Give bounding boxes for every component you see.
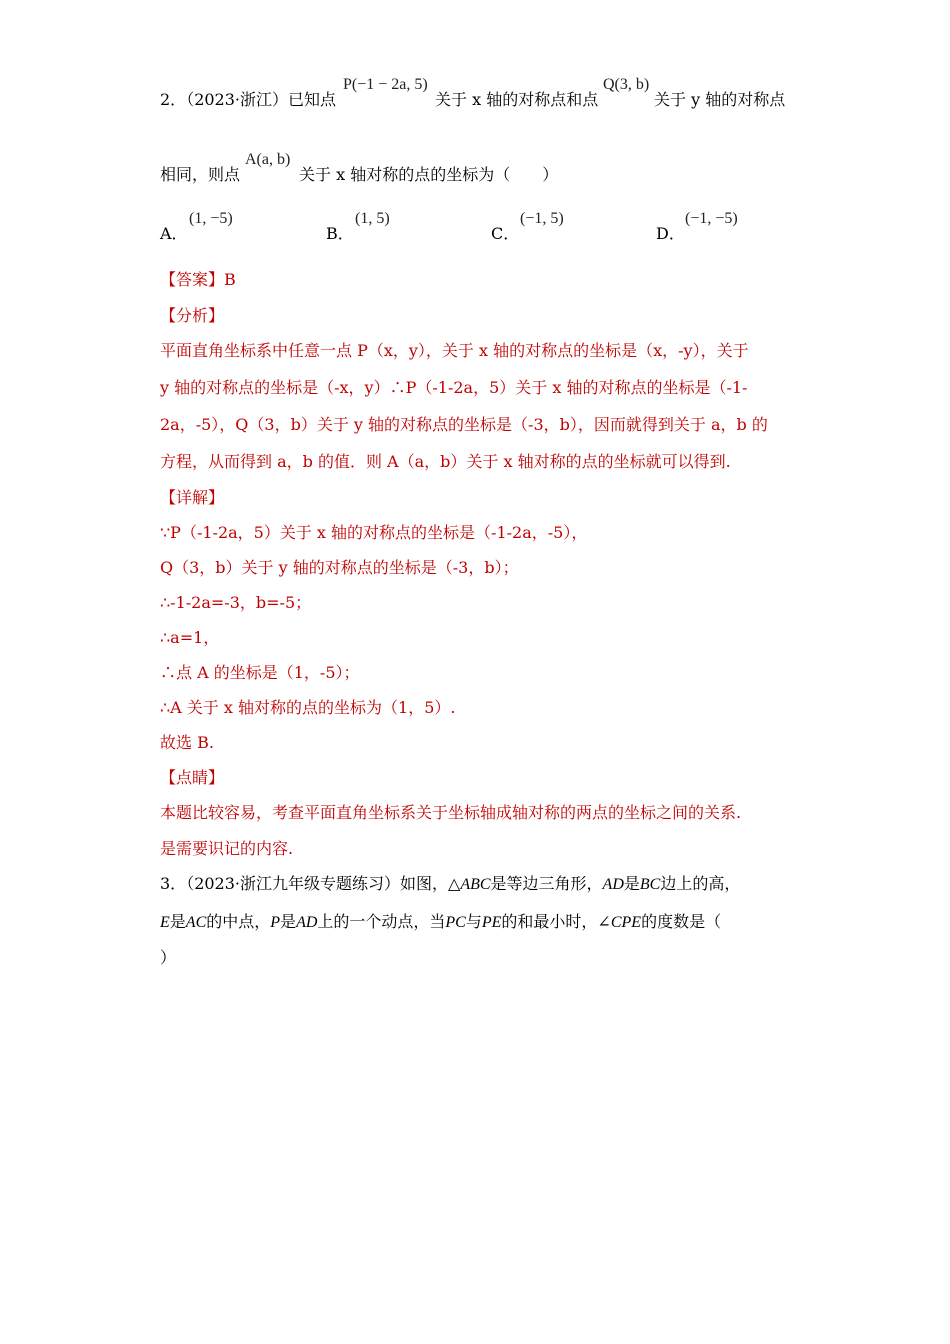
q3-var: CPE <box>610 914 642 931</box>
answer-header: 【答案】B <box>160 270 236 289</box>
q2-source: （2023·浙江） <box>186 90 288 109</box>
q3-line2 <box>160 912 721 933</box>
analysis-line: 方程，从而得到 a，b 的值．则 A（a，b）关于 x 轴对称的点的坐标就可以得到. <box>160 452 731 471</box>
q3-text: （2023·浙江九年级专题练习）如图，△ <box>186 874 461 893</box>
option-d-label: D． <box>656 224 685 243</box>
q3-var: AD <box>602 876 624 893</box>
q2-text-d: 相同，则点 <box>160 165 241 184</box>
comment-line: 是需要识记的内容. <box>160 839 294 858</box>
q2-number: 2． <box>160 90 187 109</box>
detail-line: ∵P（-1-2a，5）关于 x 轴的对称点的坐标是（-1-2a，-5）， <box>160 523 588 542</box>
analysis-line: 平面直角坐标系中任意一点 P（x，y），关于 x 轴的对称点的坐标是（x，-y），关于 <box>160 341 749 360</box>
q3-line3: ） <box>160 948 177 967</box>
q2-line1 <box>160 90 336 110</box>
q3-var: P <box>270 914 281 931</box>
option-d-value: (−1, −5) <box>685 210 738 227</box>
q3-var: ABC <box>460 876 491 893</box>
q3-text: 边上的高， <box>660 874 741 893</box>
q3-text: 是 <box>623 874 640 893</box>
comment-header: 【点睛】 <box>160 768 225 787</box>
point-p-expression: P(−1 − 2a, 5) <box>343 76 428 93</box>
q3-text: 的度数是（ <box>641 912 722 931</box>
q3-var: AC <box>185 914 207 931</box>
q2-text: 已知点 <box>288 90 337 109</box>
q2-text-e: 关于 x 轴对称的点的坐标为（ ） <box>299 165 559 184</box>
q3-text: 是等边三角形， <box>490 874 603 893</box>
option-c-value: (−1, 5) <box>520 210 564 227</box>
analysis-header: 【分析】 <box>160 306 225 325</box>
q3-number: 3． <box>160 874 187 893</box>
q3-text: 是 <box>280 912 297 931</box>
q3-var: E <box>160 914 170 931</box>
q3-var: PE <box>481 914 502 931</box>
detail-line: ∴a=1， <box>160 628 220 647</box>
q2-text-b: 关于 x 轴的对称点和点 <box>435 90 599 109</box>
detail-line: ∴A 关于 x 轴对称的点的坐标为（1，5）. <box>160 698 456 717</box>
q3-text: 与 <box>465 912 482 931</box>
q3-text: 上的一个动点，当 <box>317 912 446 931</box>
analysis-line: 2a，-5），Q（3，b）关于 y 轴的对称点的坐标是（-3，b），因而就得到关于 a，b 的 <box>160 415 768 434</box>
option-a-label: A． <box>160 224 188 243</box>
detail-line: 故选 B. <box>160 733 214 752</box>
option-c-label: C． <box>491 224 520 243</box>
q3-line1 <box>160 874 740 895</box>
option-b-label: B． <box>326 224 354 243</box>
comment-line: 本题比较容易，考查平面直角坐标系关于坐标轴成轴对称的两点的坐标之间的关系. <box>160 803 742 822</box>
detail-line: ∴点 A 的坐标是（1，-5）； <box>160 663 360 682</box>
q2-text-c: 关于 y 轴的对称点 <box>654 90 786 109</box>
q3-text: 的和最小时，∠ <box>501 912 611 931</box>
detail-header: 【详解】 <box>160 488 225 507</box>
q3-text: 的中点， <box>206 912 271 931</box>
q3-text: 是 <box>169 912 186 931</box>
point-a-expression: A(a, b) <box>245 151 291 168</box>
analysis-line: y 轴的对称点的坐标是（-x，y）∴P（-1-2a，5）关于 x 轴的对称点的坐标是（-1- <box>160 378 748 397</box>
point-q-expression: Q(3, b) <box>603 76 650 93</box>
q3-var: PC <box>445 914 466 931</box>
option-a-value: (1, −5) <box>189 210 233 227</box>
q3-var: BC <box>639 876 661 893</box>
q3-var: AD <box>296 914 318 931</box>
option-b-value: (1, 5) <box>355 210 390 227</box>
detail-line: ∴-1-2a=-3，b=-5； <box>160 593 312 612</box>
detail-line: Q（3，b）关于 y 轴的对称点的坐标是（-3，b）； <box>160 558 519 577</box>
